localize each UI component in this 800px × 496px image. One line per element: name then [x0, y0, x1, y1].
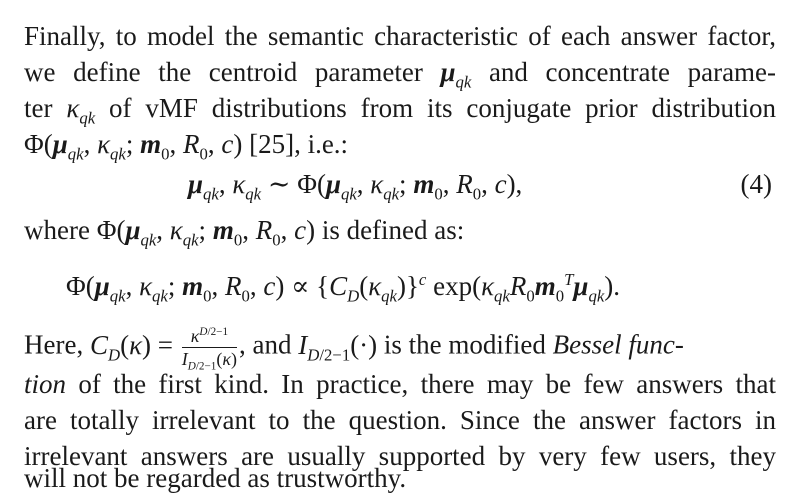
text-span: of the first kind. In practice, there may be few answers that: [78, 369, 776, 399]
text-span: tion: [24, 369, 67, 399]
math-mu-qk: $\mu_{qk}$: [440, 57, 472, 92]
paragraph-line: [24, 90, 776, 126]
paragraph-line: [24, 126, 776, 162]
math-phi-expression: $\Phi(\mu_{qk}$, $\kappa_{qk}$; $m_0$, $R_0$, c): [96, 215, 316, 250]
equation-phi-definition: $\Phi(\mu_{qk}$, $\kappa_{qk}$; $m_0$, $R_0$, $c) \propto \{C_D(\kappa_{qk})\}^c$ $\exp(\kappa_{qk}R_0m_0^T\mu_{qk})$.: [66, 270, 620, 306]
text-span: Bessel func-: [552, 329, 684, 360]
text-span: Finally, to model the semantic characteristic of each answer factor,: [24, 21, 776, 51]
paragraph-line: [24, 326, 776, 373]
math-kappa-qk: $\kappa_{qk}$: [66, 93, 96, 128]
equation-4: $\mu_{qk}$, $\kappa_{qk}$ ∼ $\Phi(\mu_{qk}$, $\kappa_{qk}$; $m_0$, $R_0$, c),: [188, 169, 523, 204]
paragraph-line: [24, 54, 776, 90]
paragraph-line: [24, 460, 776, 494]
text-span: will not be regarded as trustworthy.: [24, 463, 407, 493]
math-bessel: $I_{D/2-1}(\cdot)$: [298, 329, 378, 365]
text-span: Here,: [24, 329, 84, 360]
text-span: and concentrate parame-: [488, 57, 777, 87]
paragraph-line: [24, 366, 776, 402]
text-span: [25], i.e.:: [249, 129, 349, 159]
text-span: is the modified: [383, 329, 546, 360]
text-span: where: [24, 215, 90, 245]
math-phi-expression: $\Phi(\mu_{qk}$, $\kappa_{qk}$; $m_0$, $R_0$, c): [24, 129, 243, 164]
text-span: of vMF distributions from its conjugate prior distribution: [109, 93, 777, 123]
paragraph-line: [24, 212, 776, 248]
equation-number: (4): [740, 169, 772, 199]
text-span: irrelevant answers are usually supported by very few users, they: [24, 441, 776, 471]
paragraph-line: [24, 402, 776, 438]
text-span: ter: [24, 93, 53, 123]
text-span: we define the centroid parameter: [24, 57, 423, 87]
fraction: $\frac{\kappa^{D/2-1}}{I_{D/2-1}(\kappa)}$: [181, 326, 238, 373]
cropped-previous-line: [160, 0, 680, 6]
paragraph-line: [24, 18, 776, 54]
text-span: , and: [239, 329, 292, 360]
text-span: are totally irrelevant to the question. Since the answer factors in: [24, 405, 776, 435]
text-span: is defined as:: [321, 215, 465, 245]
math-cd-definition: $C_D(\kappa)$ = $\frac{\kappa^{D/2-1}}{I_{D/2-1}(\kappa)}$: [89, 326, 238, 373]
